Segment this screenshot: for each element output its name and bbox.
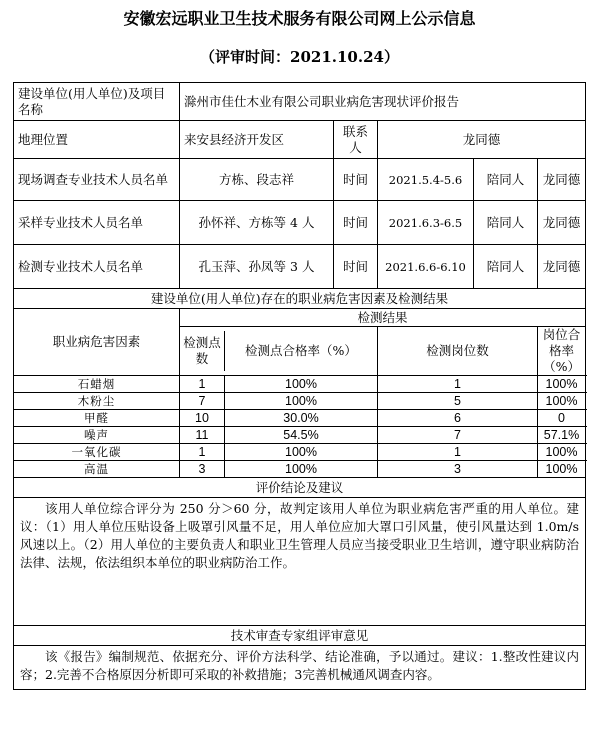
- col-post-rate-header: 岗位合格率（%）: [538, 327, 586, 376]
- page-title: 安徽宏远职业卫生技术服务有限公司网上公示信息: [123, 9, 476, 28]
- points-rate-group: [180, 461, 378, 478]
- point-rate-value: 100%: [285, 377, 317, 391]
- accompany-value: 龙同德: [538, 201, 586, 245]
- posts-value: 5: [378, 393, 538, 410]
- time-label: 时间: [334, 245, 378, 289]
- contact-value: 龙同德: [378, 121, 586, 159]
- results-header-row: [14, 309, 586, 327]
- points-rate-group: [180, 427, 378, 444]
- staff-label: 采样专业技术人员名单: [14, 201, 180, 245]
- factor-name: 噪声: [14, 427, 180, 444]
- point-rate-value: 100%: [285, 445, 317, 459]
- conclusion-text: 该用人单位综合评分为 250 分＞60 分，故判定该用人单位为职业病危害严重的用人单位。建议：（1）用人单位压贴设备上吸罩引风量不足，用人单位应加大罩口引风量，使引风量达到 1.0m/s 风速以上。（2）用人单位的主要负责人和职业卫生管理人员应当接受职业卫生培训，遵守职业病防治法律、法规，依法组织本单位的职业病防治工作。: [14, 498, 586, 626]
- staff-names: 方栋、段志祥: [180, 159, 334, 201]
- points-value: 11: [180, 427, 225, 443]
- staff-names: 孙怀祥、方栋等 4 人: [180, 201, 334, 245]
- accompany-label: 陪同人: [474, 245, 538, 289]
- staff-label: 现场调查专业技术人员名单: [14, 159, 180, 201]
- posts-value: 1: [378, 376, 538, 393]
- accompany-label: 陪同人: [474, 159, 538, 201]
- factor-name: 木粉尘: [14, 393, 180, 410]
- post-rate-value: 0: [538, 410, 586, 427]
- contact-label: 联系人: [334, 121, 378, 159]
- results-section-row: [14, 289, 586, 309]
- staff-label: 检测专业技术人员名单: [14, 245, 180, 289]
- staff-row: [14, 201, 586, 245]
- points-rate-header-group: [180, 327, 378, 376]
- post-rate-value: 100%: [538, 393, 586, 410]
- info-table: [13, 82, 586, 690]
- posts-value: 6: [378, 410, 538, 427]
- conclusion-row: [14, 498, 586, 626]
- staff-row: [14, 245, 586, 289]
- points-value: 1: [180, 444, 225, 460]
- point-rate-value: 100%: [285, 462, 317, 476]
- time-label: 时间: [334, 201, 378, 245]
- post-rate-value: 100%: [538, 376, 586, 393]
- col-point-rate-header: 检测点合格率（%）: [245, 343, 357, 358]
- results-body: [14, 376, 586, 478]
- points-value: 10: [180, 410, 225, 426]
- unit-value: 滁州市佳仕木业有限公司职业病危害现状评价报告: [180, 83, 586, 121]
- col-points-header: 检测点数: [180, 331, 225, 371]
- time-value: 2021.6.3-6.5: [378, 201, 474, 245]
- post-rate-value: 100%: [538, 461, 586, 478]
- staff-names: 孔玉萍、孙凤等 3 人: [180, 245, 334, 289]
- point-rate-value: 30.0%: [283, 411, 319, 425]
- review-title-row: [14, 626, 586, 646]
- results-section-title: 建设单位(用人单位)存在的职业病危害因素及检测结果: [14, 289, 586, 309]
- factor-name: 高温: [14, 461, 180, 478]
- points-rate-group: [180, 410, 378, 427]
- accompany-label: 陪同人: [474, 201, 538, 245]
- posts-value: 7: [378, 427, 538, 444]
- accompany-value: 龙同德: [538, 245, 586, 289]
- review-row: [14, 646, 586, 690]
- points-value: 3: [180, 461, 225, 477]
- point-rate-value: 100%: [285, 394, 317, 408]
- result-row: [14, 444, 586, 461]
- location-value: 来安县经济开发区: [180, 121, 334, 159]
- factor-header: 职业病危害因素: [14, 309, 180, 376]
- points-rate-group: [180, 393, 378, 410]
- factor-name: 甲醛: [14, 410, 180, 427]
- result-row: [14, 376, 586, 393]
- result-row: [14, 393, 586, 410]
- point-rate-value: 54.5%: [283, 428, 319, 442]
- factor-name: 石蜡烟: [14, 376, 180, 393]
- post-rate-value: 57.1%: [538, 427, 586, 444]
- result-header: 检测结果: [180, 309, 586, 327]
- accompany-value: 龙同德: [538, 159, 586, 201]
- conclusion-title: 评价结论及建议: [14, 478, 586, 498]
- result-row: [14, 461, 586, 478]
- review-text: 该《报告》编制规范、依据充分、评价方法科学、结论准确，予以通过。建议：1.整改性建议内容；2.完善不合格原因分析即可采取的补救措施；3完善机械通风调查内容。: [14, 646, 586, 690]
- points-value: 1: [180, 376, 225, 392]
- time-label: 时间: [334, 159, 378, 201]
- unit-label: 建设单位(用人单位)及项目名称: [14, 83, 180, 121]
- review-date: （评审时间：2021.10.24）: [200, 48, 399, 66]
- time-value: 2021.6.6-6.10: [378, 245, 474, 289]
- staff-row: [14, 159, 586, 201]
- location-row: [14, 121, 586, 159]
- factor-name: 一氧化碳: [14, 444, 180, 461]
- review-title: 技术审查专家组评审意见: [14, 626, 586, 646]
- result-row: [14, 427, 586, 444]
- conclusion-title-row: [14, 478, 586, 498]
- result-row: [14, 410, 586, 427]
- points-rate-group: [180, 376, 378, 393]
- posts-value: 3: [378, 461, 538, 478]
- time-value: 2021.5.4-5.6: [378, 159, 474, 201]
- unit-row: [14, 83, 586, 121]
- posts-value: 1: [378, 444, 538, 461]
- points-rate-group: [180, 444, 378, 461]
- post-rate-value: 100%: [538, 444, 586, 461]
- location-label: 地理位置: [14, 121, 180, 159]
- col-posts-header: 检测岗位数: [378, 327, 538, 376]
- points-value: 7: [180, 393, 225, 409]
